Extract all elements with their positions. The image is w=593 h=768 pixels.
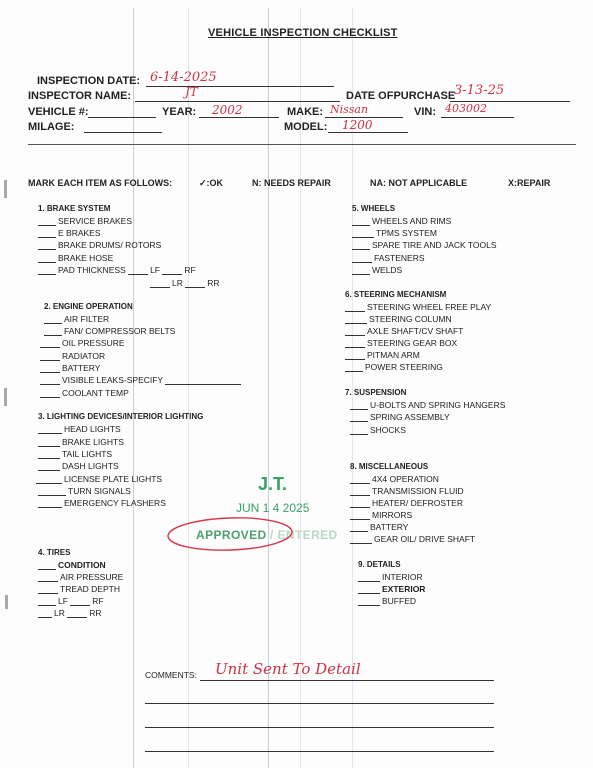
engine-item[interactable]: RADIATOR [40,351,105,361]
engine-item[interactable]: BATTERY [40,363,100,373]
misc-item[interactable]: MIRRORS [350,510,412,520]
misc-item[interactable]: HEATER/ DEFROSTER [350,498,463,508]
tire-front-row[interactable]: LF RF [38,596,104,606]
scan-speck [5,595,8,609]
approved-circle-icon [164,514,296,554]
inspection-date-line [146,86,334,87]
inspection-date-label: INSPECTION DATE: [37,75,141,87]
brake-item[interactable]: BRAKE DRUMS/ ROTORS [38,240,161,250]
scan-line [133,8,134,768]
suspension-item[interactable]: SHOCKS [350,425,406,435]
stamp-initials: J.T. [258,474,288,494]
misc-item[interactable]: BATTERY [350,522,408,532]
stamp-entered: / ENTERED [270,528,338,542]
model-line [328,132,408,133]
comments-label: COMMENTS: [145,670,197,680]
vehicle-number-line [88,117,156,118]
details-item[interactable]: BUFFED [358,596,416,606]
comments-value[interactable]: Unit Sent To Detail [215,660,361,678]
legend-repair: X:REPAIR [508,178,551,188]
engine-item[interactable]: AIR FILTER [44,314,109,324]
tires-item[interactable]: TREAD DEPTH [38,584,120,594]
vin-line [441,117,514,118]
suspension-section-title: 7. SUSPENSION [345,388,407,397]
wheels-item[interactable]: WHEELS AND RIMS [352,216,451,226]
wheels-item[interactable]: WELDS [352,265,402,275]
year-line [199,117,279,118]
misc-item[interactable]: 4X4 OPERATION [350,474,439,484]
brake-section-title: 1. BRAKE SYSTEM [38,204,111,213]
details-item[interactable]: EXTERIOR [358,584,425,594]
vin-value[interactable]: 403002 [445,102,487,115]
pad-thickness-rear-row[interactable]: LR RR [150,278,220,288]
scan-speck [4,388,7,406]
scan-speck [4,180,7,198]
suspension-item[interactable]: U-BOLTS AND SPRING HANGERS [350,400,505,410]
lighting-item[interactable]: HEAD LIGHTS [38,424,121,434]
stamp-approved: APPROVED [196,528,267,542]
legend-intro: MARK EACH ITEM AS FOLLOWS: [28,178,173,188]
model-label: MODEL: [284,121,328,133]
lighting-item[interactable]: LICENSE PLATE LIGHTS [36,474,162,484]
lighting-section-title: 3. LIGHTING DEVICES/INTERIOR LIGHTING [38,412,204,421]
purchase-date-value[interactable]: 3-13-25 [454,83,505,98]
comments-line-3[interactable] [145,727,494,728]
make-label: MAKE: [287,106,324,118]
steering-item[interactable]: AXLE SHAFT/CV SHAFT [345,326,463,336]
wheels-item[interactable]: FASTENERS [352,253,425,263]
tires-item[interactable]: CONDITION [38,560,106,570]
tires-item[interactable]: AIR PRESSURE [38,572,123,582]
legend-ok: ✓:OK [199,178,224,188]
steering-item[interactable]: PITMAN ARM [345,350,420,360]
year-value[interactable]: 2002 [212,103,243,117]
lighting-item[interactable]: TURN SIGNALS [38,486,131,496]
tire-rear-row[interactable]: LR RR [38,608,102,618]
wheels-item[interactable]: TPMS SYSTEM [352,228,437,238]
legend-needs-repair: N: NEEDS REPAIR [252,178,331,188]
scan-line [188,8,189,768]
inspector-name-label: INSPECTOR NAME: [28,90,132,102]
lighting-item[interactable]: BRAKE LIGHTS [38,437,124,447]
milage-line [84,132,162,133]
engine-section-title: 2. ENGINE OPERATION [44,302,133,311]
header-divider [28,144,576,145]
pad-thickness-row[interactable]: PAD THICKNESS LF RF [38,265,196,275]
details-section-title: 9. DETAILS [358,560,401,569]
engine-item[interactable]: FAN/ COMPRESSOR BELTS [44,326,175,336]
vehicle-number-label: VEHICLE #: [28,106,89,118]
milage-label: MILAGE: [28,121,75,133]
suspension-item[interactable]: SPRING ASSEMBLY [350,412,450,422]
brake-item[interactable]: BRAKE HOSE [38,253,113,263]
misc-section-title: 8. MISCELLANEOUS [350,462,429,471]
inspector-name-line [135,101,340,102]
vin-label: VIN: [414,106,436,118]
misc-item[interactable]: TRANSMISSION FLUID [350,486,464,496]
steering-section-title: 6. STEERING MECHANISM [345,290,447,299]
scan-line [268,8,269,768]
lighting-item[interactable]: EMERGENCY FLASHERS [38,498,166,508]
tires-section-title: 4. TIRES [38,548,71,557]
engine-item[interactable]: COOLANT TEMP [40,388,129,398]
engine-item[interactable]: VISIBLE LEAKS-SPECIFY [40,375,243,385]
steering-item[interactable]: STEERING WHEEL FREE PLAY [345,302,491,312]
legend-not-applicable: NA: NOT APPLICABLE [370,178,468,188]
details-item[interactable]: INTERIOR [358,572,423,582]
year-label: YEAR: [162,106,197,118]
brake-item[interactable]: E BRAKES [38,228,101,238]
make-value[interactable]: Nissan [330,103,369,116]
lighting-item[interactable]: DASH LIGHTS [38,461,119,471]
inspector-name-value[interactable]: JT [185,85,198,99]
comments-line-2[interactable] [145,703,494,704]
steering-item[interactable]: STEERING COLUMN [345,314,452,324]
form-title: VEHICLE INSPECTION CHECKLIST [208,27,398,39]
comments-line [200,680,494,681]
wheels-item[interactable]: SPARE TIRE AND JACK TOOLS [352,240,497,250]
steering-item[interactable]: POWER STEERING [345,362,443,372]
lighting-item[interactable]: TAIL LIGHTS [38,449,112,459]
engine-item[interactable]: OIL PRESSURE [40,338,125,348]
model-value[interactable]: 1200 [342,118,373,132]
misc-item[interactable]: GEAR OIL/ DRIVE SHAFT [350,534,475,544]
wheels-section-title: 5. WHEELS [352,204,396,213]
inspection-date-value[interactable]: 6-14-2025 [150,70,217,85]
brake-item[interactable]: SERVICE BRAKES [38,216,132,226]
purchase-date-label: DATE OFPURCHASE [346,90,456,102]
stamp-date: JUN 1 4 2025 [236,501,310,515]
comments-line-4[interactable] [145,751,494,752]
steering-item[interactable]: STEERING GEAR BOX [345,338,457,348]
